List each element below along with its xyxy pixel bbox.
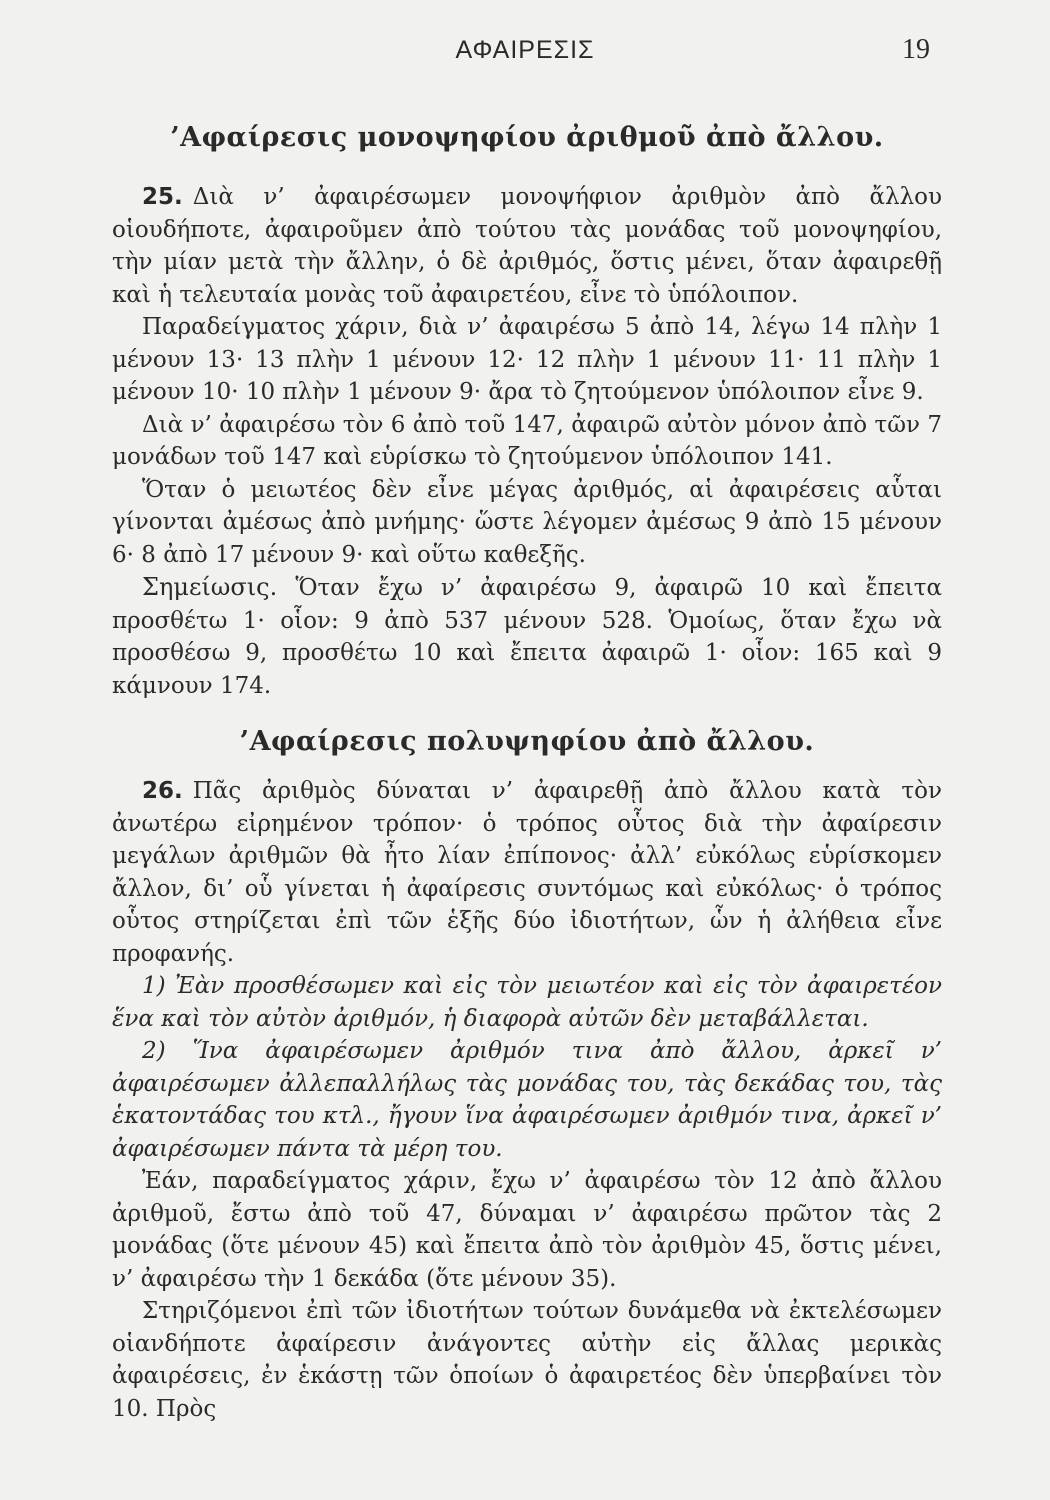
paragraph-conclusion: Στηριζόμενοι ἐπὶ τῶν ἰδιοτήτων τούτων δυνάμεθα νὰ ἐκτελέσωμεν οἱανδήποτε ἀφαίρεσιν ἀνάγοντες αὐτὴν εἰς ἄλλας μερικὰς ἀφαιρέσεις, ἐν ἑκάστῃ τῶν ὁποίων ὁ ἀφαιρετέος δὲν ὑπερβαίνει τὸν 10. Πρὸς <box>112 1298 942 1422</box>
paragraph-26-intro <box>112 775 942 970</box>
property-rule-2: 2) Ἵνα ἀφαιρέσωμεν ἀριθμόν τινα ἀπὸ ἄλλου, ἀρκεῖ ν’ ἀφαιρέσωμεν ἀλλεπαλλήλως τὰς μονάδας του, τὰς δεκάδας του, τὰς ἑκατοντάδας του κτλ., ἤγουν ἵνα ἀφαιρέσωμεν ἀριθμόν τινα, ἀρκεῖ ν’ ἀφαιρέσωμεν πάντα τὰ μέρη του. <box>112 1038 942 1162</box>
running-title: ΑΦΑΙΡΕΣΙΣ <box>455 36 595 64</box>
paragraph-example-47: Ἐάν, παραδείγματος χάριν, ἔχω ν’ ἀφαιρέσω τὸν 12 ἀπὸ ἄλλου ἀριθμοῦ, ἔστω ἀπὸ τοῦ 47, δύναμαι ν’ ἀφαιρέσω πρῶτον τὰς 2 μονάδας (ὅτε μένουν 45) καὶ ἔπειτα ἀπὸ τὸν ἀριθμὸν 45, ὅστις μένει, ν’ ἀφαιρέσω τὴν 1 δεκάδα (ὅτε μένουν 35). <box>112 1168 942 1292</box>
property-rule-1: 1) Ἐὰν προσθέσωμεν καὶ εἰς τὸν μειωτέον καὶ εἰς τὸν ἀφαιρετέον ἕνα καὶ τὸν αὐτὸν ἀριθμόν, ἡ διαφορὰ αὐτῶν δὲν μεταβάλλεται. <box>112 973 942 1032</box>
note-label: Σημείωσις. <box>142 573 278 601</box>
section-heading-monodigit: ’Αφαίρεσις μονοψηφίου ἀριθμοῦ ἀπὸ ἄλλου. <box>170 122 884 153</box>
paragraph-text: Διὰ ν’ ἀφαιρέσωμεν μονοψήφιον ἀριθμὸν ἀπὸ ἄλλου οἱουδήποτε, ἀφαιροῦμεν ἀπὸ τούτου τὰς μονάδας τοῦ μονοψηφίου, τὴν μίαν μετὰ τὴν ἄλλην, ὁ δὲ ἀριθμός, ὅστις μένει, ὅταν ἀφαιρεθῇ καὶ ἡ τελευταία μονὰς τοῦ ἀφαιρετέου, εἶνε τὸ ὑπόλοιπον. <box>112 184 942 308</box>
section-number-26: 26. <box>142 778 183 804</box>
page-body <box>112 110 942 1425</box>
page-number: 19 <box>902 34 930 65</box>
paragraph-note <box>112 571 942 702</box>
paragraph-example-147: Διὰ ν’ ἀφαιρέσω τὸν 6 ἀπὸ τοῦ 147, ἀφαιρῶ αὐτὸν μόνον ἀπὸ τῶν 7 μονάδων τοῦ 147 καὶ εὑρίσκω τὸ ζητούμενον ὑπόλοιπον 141. <box>112 411 942 470</box>
paragraph-memory: Ὅταν ὁ μειωτέος δὲν εἶνε μέγας ἀριθμός, αἱ ἀφαιρέσεις αὗται γίνονται ἀμέσως ἀπὸ μνήμης· ὥστε λέγομεν ἀμέσως 9 ἀπὸ 15 μένουν 6· 8 ἀπὸ 17 μένουν 9· καὶ οὕτω καθεξῆς. <box>112 476 942 568</box>
note-text: Ὅταν ἔχω ν’ ἀφαιρέσω 9, ἀφαιρῶ 10 καὶ ἔπειτα προσθέτω 1· οἷον: 9 ἀπὸ 537 μένουν 528. Ὁμοίως, ὅταν ἔχω νὰ προσθέσω 9, προσθέτω 10 καὶ ἔπειτα ἀφαιρῶ 1· οἷον: 165 καὶ 9 κάμνουν 174. <box>112 575 943 699</box>
paragraph-25-intro <box>112 181 942 311</box>
section-number-25: 25. <box>142 184 183 210</box>
paragraph-text: Πᾶς ἀριθμὸς δύναται ν’ ἀφαιρεθῇ ἀπὸ ἄλλου κατὰ τὸν ἀνωτέρω εἰρημένον τρόπον· ὁ τρόπος οὗτος διὰ τὴν ἀφαίρεσιν μεγάλων ἀριθμῶν θὰ ἦτο λίαν ἐπίπονος· ἀλλ’ εὐκόλως εὑρίσκομεν ἄλλον, δι’ οὗ γίνεται ἡ ἀφαίρεσις συντόμως καὶ εὐκόλως· ὁ τρόπος οὗτος στηρίζεται ἐπὶ τῶν ἑξῆς δύο ἰδιοτήτων, ὧν ἡ ἀλήθεια εἶνε προφανής. <box>112 778 942 967</box>
section-heading-multidigit: ’Αφαίρεσις πολυψηφίου ἀπὸ ἄλλου. <box>239 726 815 757</box>
paragraph-example-14: Παραδείγματος χάριν, διὰ ν’ ἀφαιρέσω 5 ἀπὸ 14, λέγω 14 πλὴν 1 μένουν 13· 13 πλὴν 1 μένουν 12· 12 πλὴν 1 μένουν 11· 11 πλὴν 1 μένουν 10· 10 πλὴν 1 μένουν 9· ἄρα τὸ ζητούμενον ὑπόλοιπον εἶνε 9. <box>112 314 942 405</box>
running-header <box>0 30 1050 70</box>
